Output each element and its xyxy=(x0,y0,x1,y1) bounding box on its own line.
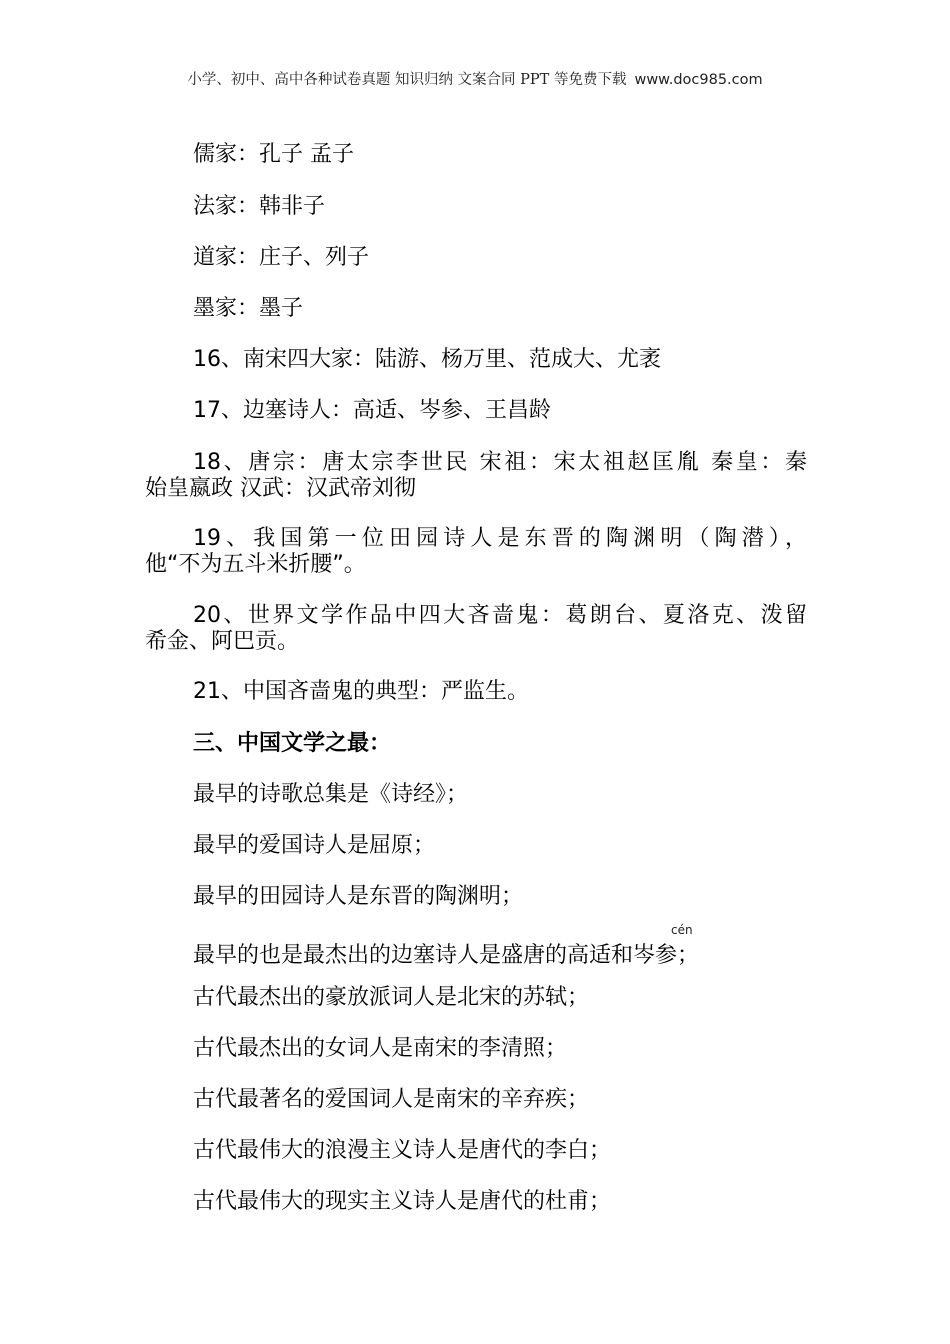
item-20 xyxy=(145,603,807,655)
section-title: 三、中国文学之最： xyxy=(193,731,392,756)
first-item-4: 最早的也是最杰出的边塞诗人是盛唐的高适和岑参； xyxy=(193,943,700,968)
school-taoism: 道家：庄子、列子 xyxy=(193,245,370,270)
school-legalism: 法家：韩非子 xyxy=(193,194,326,219)
first-item-6: 古代最杰出的女词人是南宋的李清照； xyxy=(193,1036,568,1061)
first-item-9: 古代最伟大的现实主义诗人是唐代的杜甫； xyxy=(193,1189,612,1214)
header-text: 小学、初中、高中各种试卷真题 知识归纳 文案合同 PPT 等免费下载 xyxy=(187,72,627,88)
first-item-5: 古代最杰出的豪放派词人是北宋的苏轼； xyxy=(193,985,590,1010)
item-21: 21、中国吝啬鬼的典型：严监生。 xyxy=(193,679,529,704)
item-16: 16、南宋四大家：陆游、杨万里、范成大、尤袤 xyxy=(193,347,661,372)
item-18 xyxy=(145,450,807,502)
first-item-8: 古代最伟大的浪漫主义诗人是唐代的李白； xyxy=(193,1138,612,1163)
pinyin-annotation: cén xyxy=(671,923,693,937)
item-20-line1: 20、世界文学作品中四大吝啬鬼：葛朗台、夏洛克、泼留 xyxy=(193,603,807,628)
school-confucianism: 儒家：孔子 孟子 xyxy=(193,142,354,167)
school-mohism: 墨家：墨子 xyxy=(193,296,304,321)
item-19-line2: 他“不为五斗米折腰”。 xyxy=(145,552,366,577)
item-18-line2: 始皇嬴政 汉武：汉武帝刘彻 xyxy=(145,476,416,501)
first-item-1: 最早的诗歌总集是《诗经》； xyxy=(193,782,469,807)
item-20-line2: 希金、阿巴贡。 xyxy=(145,629,300,654)
first-item-7: 古代最著名的爱国词人是南宋的辛弃疾； xyxy=(193,1087,590,1112)
first-item-2: 最早的爱国诗人是屈原； xyxy=(193,833,436,858)
page-header xyxy=(0,68,950,89)
item-18-line1: 18、唐宗：唐太宗李世民 宋祖：宋太祖赵匡胤 秦皇：秦 xyxy=(193,450,807,475)
item-19-line1: 19、我国第一位田园诗人是东晋的陶渊明（陶潜）， xyxy=(193,526,807,551)
header-url: www.doc985.com xyxy=(634,72,763,88)
item-19 xyxy=(145,526,807,578)
item-17: 17、边塞诗人：高适、岑参、王昌龄 xyxy=(193,398,551,423)
first-item-3: 最早的田园诗人是东晋的陶渊明； xyxy=(193,884,524,909)
